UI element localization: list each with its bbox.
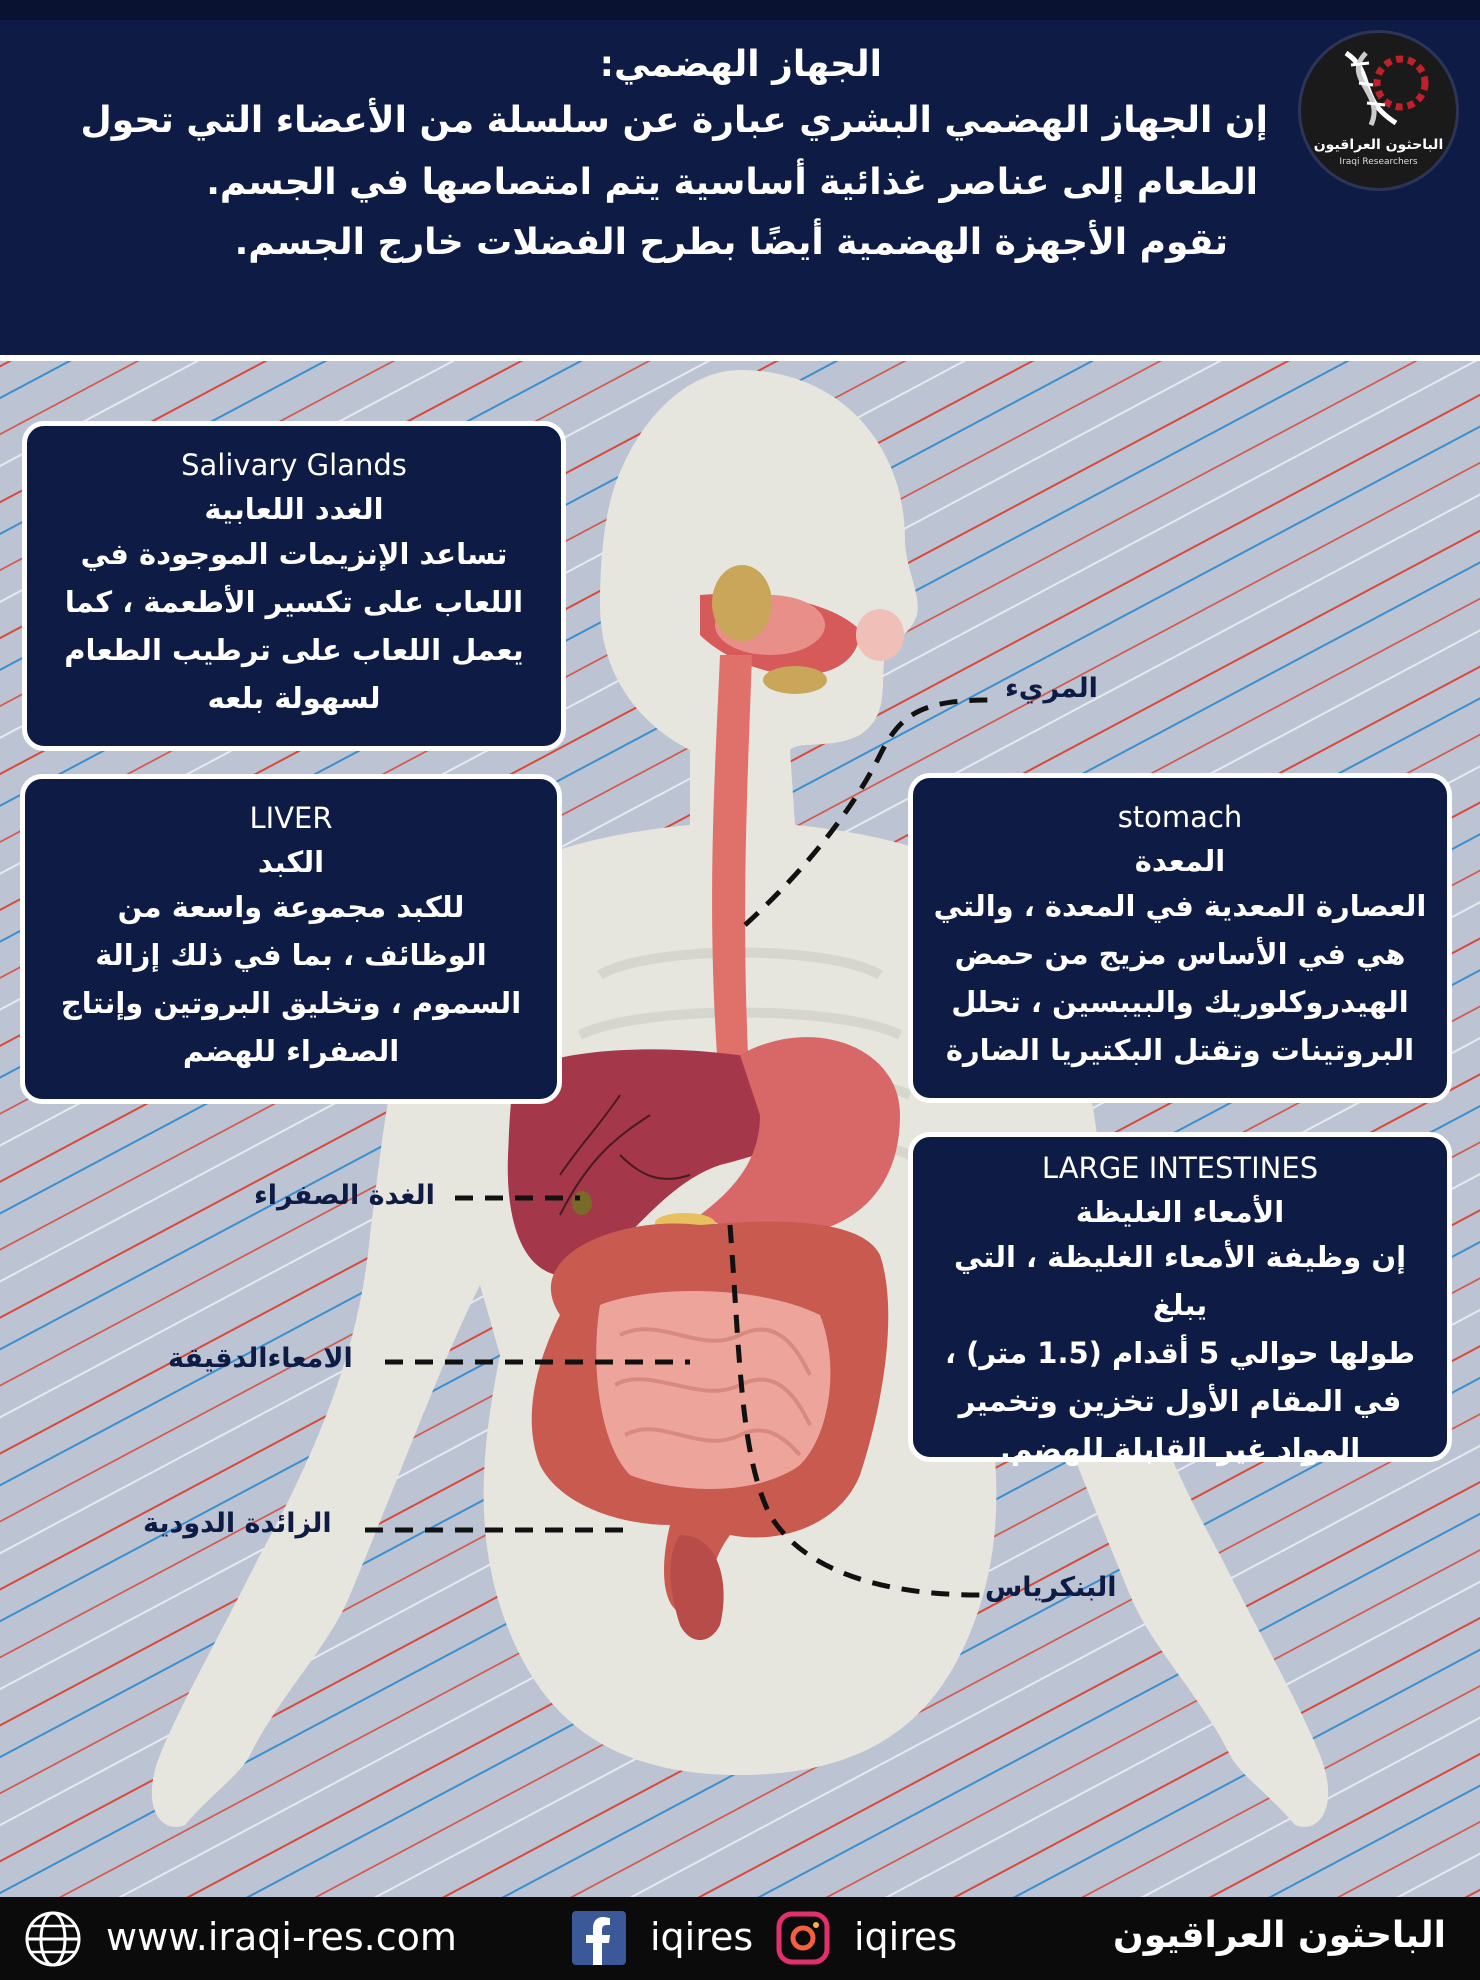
- header-title: الجهاز الهضمي:: [599, 44, 882, 85]
- card-stomach: [908, 773, 1452, 1103]
- instagram-handle[interactable]: iqires: [854, 1915, 958, 1959]
- card-title-ar: الكبد: [257, 845, 325, 879]
- card-line: السموم ، وتخليق البروتين وإنتاج: [60, 986, 522, 1020]
- logo-name-ar: الباحثون العراقيون: [1313, 137, 1444, 153]
- card-body: [25, 883, 557, 1075]
- header-line-2: الطعام إلى عناصر غذائية أساسية يتم امتصاصها في الجسم.: [206, 162, 1258, 203]
- label-gallbladder: الغدة الصفراء: [254, 1180, 435, 1211]
- label-appendix: الزائدة الدودية: [143, 1508, 332, 1539]
- card-line: المواد غير القابلة للهضم.: [999, 1432, 1361, 1466]
- card-title-ar: الأمعاء الغليظة: [1075, 1195, 1285, 1229]
- card-line: إن وظيفة الأمعاء الغليظة ، التي يبلغ: [953, 1240, 1407, 1322]
- header-line-1: إن الجهاز الهضمي البشري عبارة عن سلسلة من الأعضاء التي تحول: [80, 100, 1268, 141]
- header-separator: [0, 355, 1480, 361]
- card-line: العصارة المعدية في المعدة ، والتي: [933, 889, 1427, 923]
- header-top-strip: [0, 0, 1480, 20]
- header: [0, 0, 1480, 355]
- facebook-handle[interactable]: iqires: [650, 1915, 754, 1959]
- card-line: في المقام الأول تخزين وتخمير: [958, 1384, 1402, 1418]
- card-body: [913, 1233, 1447, 1473]
- label-esophagus: المريء: [1005, 673, 1098, 704]
- instagram-icon[interactable]: [776, 1911, 830, 1965]
- card-title-en: LARGE INTESTINES: [1041, 1151, 1319, 1185]
- card-line: تساعد الإنزيمات الموجودة في: [80, 537, 508, 571]
- gallbladder-organ: [572, 1191, 592, 1215]
- card-title-en: LIVER: [249, 801, 333, 835]
- footer-brand: الباحثون العراقيون: [1112, 1915, 1446, 1956]
- globe-icon: [24, 1910, 82, 1968]
- label-pancreas: البنكرياس: [985, 1572, 1117, 1603]
- card-salivary-glands: [22, 421, 566, 751]
- card-title-en: Salivary Glands: [181, 448, 407, 482]
- card-line: يعمل اللعاب على ترطيب الطعام: [64, 633, 524, 667]
- card-title-ar: الغدد اللعابية: [204, 492, 384, 526]
- card-line: هي في الأساس مزيج من حمض: [954, 937, 1406, 971]
- dna-gear-icon: [1301, 33, 1456, 143]
- card-line: الصفراء للهضم: [182, 1034, 400, 1068]
- facebook-icon[interactable]: [572, 1911, 626, 1965]
- card-title-en: stomach: [1117, 800, 1243, 834]
- card-body: [27, 530, 561, 722]
- card-line: البروتينات وتقتل البكتيريا الضارة: [945, 1033, 1415, 1067]
- footer: [0, 1897, 1480, 1980]
- card-liver: [20, 774, 562, 1104]
- card-line: طولها حوالي 5 أقدام (1.5 متر) ،: [944, 1336, 1416, 1370]
- card-line: الهيدروكلوريك والبيبسين ، تحلل: [951, 985, 1409, 1019]
- label-small-intestine: الامعاءالدقيقة: [168, 1343, 353, 1374]
- card-line: الوظائف ، بما في ذلك إزالة: [95, 938, 487, 972]
- card-line: لسهولة بلعه: [207, 681, 381, 715]
- card-large-intestines: [908, 1132, 1452, 1466]
- website-link[interactable]: www.iraqi-res.com: [106, 1915, 457, 1959]
- logo-name-en: Iraqi Researchers: [1339, 157, 1418, 167]
- card-body: [913, 882, 1447, 1074]
- header-line-3: تقوم الأجهزة الهضمية أيضًا بطرح الفضلات خارج الجسم.: [234, 222, 1228, 263]
- brand-logo: [1298, 30, 1459, 191]
- card-line: للكبد مجموعة واسعة من: [117, 890, 465, 924]
- card-title-ar: المعدة: [1134, 844, 1226, 878]
- card-line: اللعاب على تكسير الأطعمة ، كما: [64, 585, 524, 619]
